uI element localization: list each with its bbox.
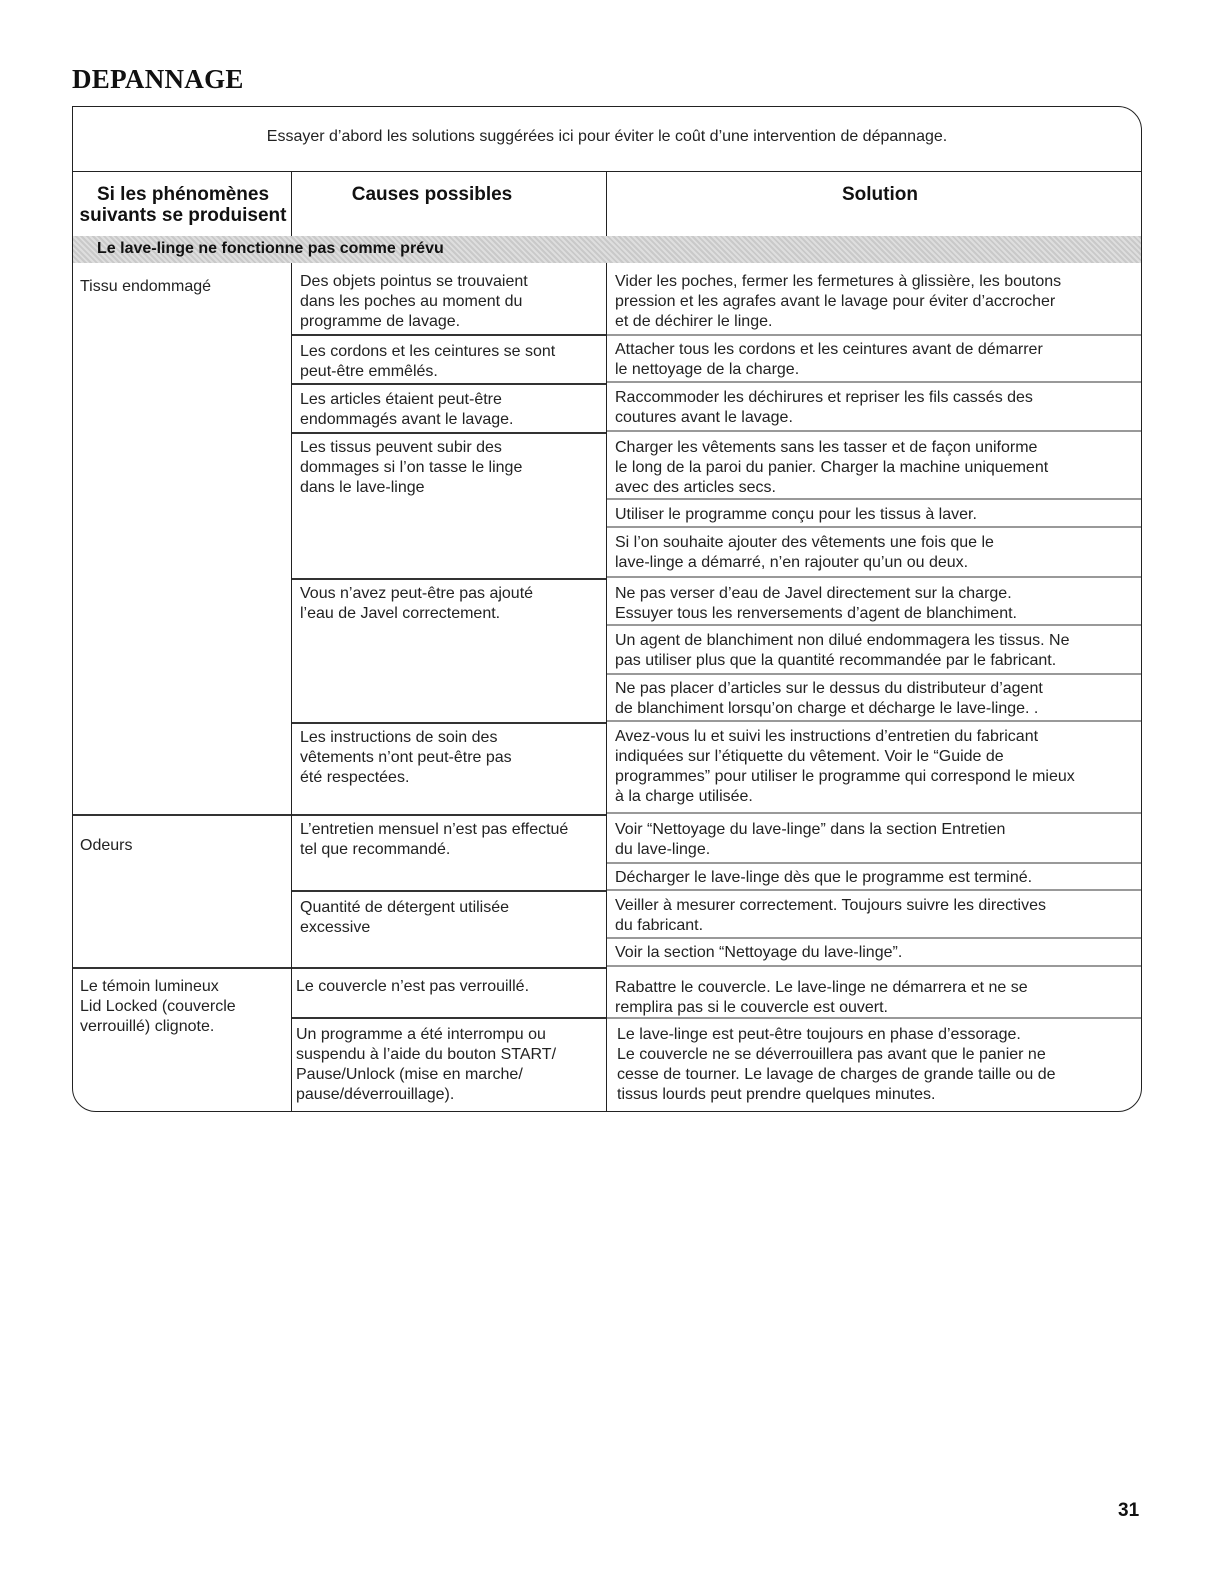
solution-cell: Ne pas verser d’eau de Javel directement sur la charge. Essuyer tous les renversements d’agent de blanchiment. (615, 585, 1017, 622)
header-symptom: Si les phénomènes suivants se produisent (79, 184, 287, 226)
cause-cell: Des objets pointus se trouvaient dans les poches au moment du programme de lavage. (300, 273, 528, 330)
symptom-divider (73, 814, 291, 816)
cause-cell: Les articles étaient peut-être endommagés avant le lavage. (300, 391, 514, 428)
solution-cell: Voir la section “Nettoyage du lave-linge”. (615, 944, 903, 961)
solution-cell: Attacher tous les cordons et les ceintures avant de démarrer le nettoyage de la charge. (615, 341, 1043, 378)
solution-divider (607, 720, 1141, 722)
cause-cell: Un programme a été interrompu ou suspendu à l’aide du bouton START/ Pause/Unlock (mise en marche/ pause/déverrouillage). (296, 1026, 557, 1103)
cause-cell: Le couvercle n’est pas verrouillé. (296, 978, 530, 995)
header-solution: Solution (842, 184, 918, 205)
solution-cell: Charger les vêtements sans les tasser et de façon uniforme le long de la paroi du panier. Charger la machine uniquement avec des articles secs. (615, 439, 1049, 496)
solution-cell: Ne pas placer d’articles sur le dessus du distributeur d’agent de blanchiment lorsqu’on charge et décharge le lave-linge. . (615, 680, 1043, 717)
solution-divider (607, 430, 1141, 432)
solution-divider (607, 381, 1141, 383)
cause-divider (292, 814, 606, 816)
solution-cell: Le lave-linge est peut-être toujours en phase d’essorage. Le couvercle ne se déverrouillera pas avant que le panier ne cesse de tourner. Le lavage de charges de grande taille ou de tissus lourds peut prendre quelques minutes. (617, 1026, 1056, 1103)
solution-cell: Si l’on souhaite ajouter des vêtements une fois que le lave-linge a démarré, n’en rajouter qu’un ou deux. (615, 534, 994, 571)
solution-divider (607, 673, 1141, 675)
solution-divider (607, 1017, 1141, 1019)
solution-divider (607, 812, 1141, 814)
intro-divider (73, 171, 1141, 172)
symptom-cell: Tissu endommagé (80, 278, 212, 295)
solution-cell: Un agent de blanchiment non dilué endommagera les tissus. Ne pas utiliser plus que la quantité recommandée par le fabricant. (615, 632, 1070, 669)
symptom-divider (73, 967, 291, 969)
solution-cell: Raccommoder les déchirures et repriser les fils cassés des coutures avant le lavage. (615, 389, 1033, 426)
solution-cell: Voir “Nettoyage du lave-linge” dans la section Entretien du lave-linge. (615, 821, 1006, 858)
cause-divider (292, 722, 606, 724)
page-number: 31 (1118, 1500, 1140, 1521)
solution-divider (607, 889, 1141, 891)
solution-cell: Décharger le lave-linge dès que le programme est terminé. (615, 869, 1033, 886)
cause-cell: Quantité de détergent utilisée excessive (300, 899, 510, 936)
solution-divider (607, 965, 1141, 967)
cause-cell: Vous n’avez peut-être pas ajouté l’eau de Javel correctement. (300, 585, 534, 622)
cause-cell: Les tissus peuvent subir des dommages si l’on tasse le linge dans le lave-linge (300, 439, 523, 496)
cause-divider (292, 432, 606, 434)
cause-divider (292, 334, 606, 336)
cause-divider (292, 578, 606, 580)
symptom-cell: Odeurs (80, 837, 133, 854)
solution-divider (607, 576, 1141, 578)
solution-cell: Vider les poches, fermer les fermetures à glissière, les boutons pression et les agrafes avant le lavage pour éviter d’accrocher et de déchirer le linge. (615, 273, 1062, 330)
page-title: DEPANNAGE (72, 64, 244, 94)
cause-divider (292, 967, 606, 969)
section-title: Le lave-linge ne fonctionne pas comme prévu (97, 240, 444, 257)
solution-divider (607, 937, 1141, 939)
solution-divider (607, 334, 1141, 336)
solution-divider (607, 624, 1141, 626)
cause-cell: Les cordons et les ceintures se sont peut-être emmêlés. (300, 343, 556, 380)
header-column-divider (606, 172, 607, 236)
column-divider (291, 263, 292, 1111)
cause-divider (292, 1017, 606, 1019)
solution-divider (607, 526, 1141, 528)
header-cause: Causes possibles (351, 184, 513, 205)
solution-divider (607, 498, 1141, 500)
cause-divider (292, 383, 606, 385)
solution-cell: Rabattre le couvercle. Le lave-linge ne démarrera et ne se remplira pas si le couvercle est ouvert. (615, 979, 1028, 1016)
cause-cell: L’entretien mensuel n’est pas effectué tel que recommandé. (300, 821, 569, 858)
symptom-cell: Le témoin lumineux Lid Locked (couvercle verrouillé) clignote. (80, 978, 236, 1035)
solution-cell: Utiliser le programme conçu pour les tissus à laver. (615, 506, 977, 523)
solution-cell: Veiller à mesurer correctement. Toujours suivre les directives du fabricant. (615, 897, 1046, 934)
cause-divider (292, 890, 606, 892)
intro-text: Essayer d’abord les solutions suggérées ici pour éviter le coût d’une intervention de dépannage. (266, 128, 948, 145)
solution-cell: Avez-vous lu et suivi les instructions d’entretien du fabricant indiquées sur l’étiquette du vêtement. Voir le “Guide de programmes” pour utiliser le programme qui correspond le mieux à la charge utilisée. (615, 728, 1075, 805)
column-divider (606, 263, 607, 1111)
solution-divider (607, 862, 1141, 864)
cause-cell: Les instructions de soin des vêtements n’ont peut-être pas été respectées. (300, 729, 512, 786)
